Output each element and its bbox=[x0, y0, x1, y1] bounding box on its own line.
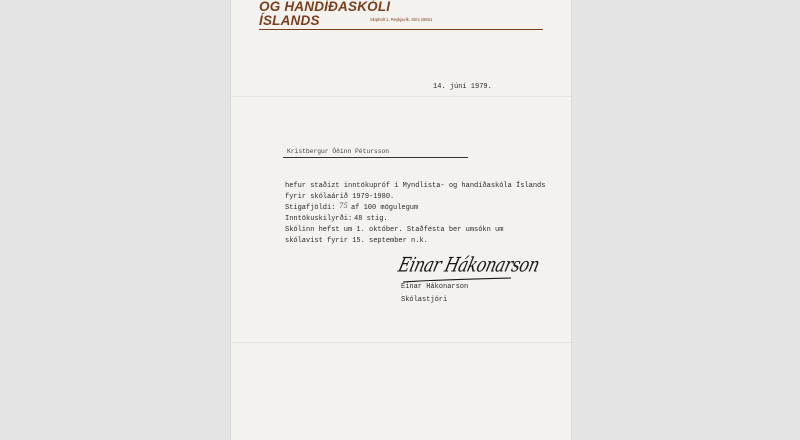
letterhead-address: Skipholt 1, Reykjavík, Sími 19821 bbox=[370, 17, 433, 22]
score-value: 75 bbox=[339, 202, 348, 210]
signer-name: Einar Hákonarson bbox=[401, 283, 469, 291]
letterhead-rule bbox=[259, 29, 543, 30]
score-label: Stigafjöldi: bbox=[285, 204, 336, 212]
body-line-1: hefur staðizt inntökupróf í Myndlista- og handíðaskóla Íslands bbox=[285, 182, 546, 190]
letter-page bbox=[231, 0, 571, 440]
letter-date: 14. júní 1979. bbox=[433, 83, 492, 91]
closing-line-2: skólavist fyrir 15. september n.k. bbox=[285, 237, 428, 245]
letterhead-country: ÍSLANDS bbox=[259, 13, 320, 28]
paper-fold bbox=[231, 342, 571, 343]
minimum-label: Inntökuskilyrði: bbox=[285, 215, 353, 223]
letterhead-school-name: OG HANDÍÐASKÓLI bbox=[259, 0, 391, 14]
closing-line-1: Skólinn hefst um 1. október. Staðfesta ber umsókn um bbox=[285, 226, 504, 234]
signature-script: Einar Hákonarson bbox=[396, 252, 542, 277]
score-suffix: af 100 mögulegum bbox=[351, 204, 419, 212]
signer-title: Skólastjóri bbox=[401, 296, 448, 304]
recipient-name: Kristbergur Óðinn Pétursson bbox=[287, 148, 390, 155]
paper-fold bbox=[231, 96, 571, 97]
body-line-2: fyrir skólaárið 1979-1980. bbox=[285, 193, 395, 201]
minimum-value: 48 stig. bbox=[354, 215, 388, 223]
recipient-line bbox=[283, 157, 468, 158]
